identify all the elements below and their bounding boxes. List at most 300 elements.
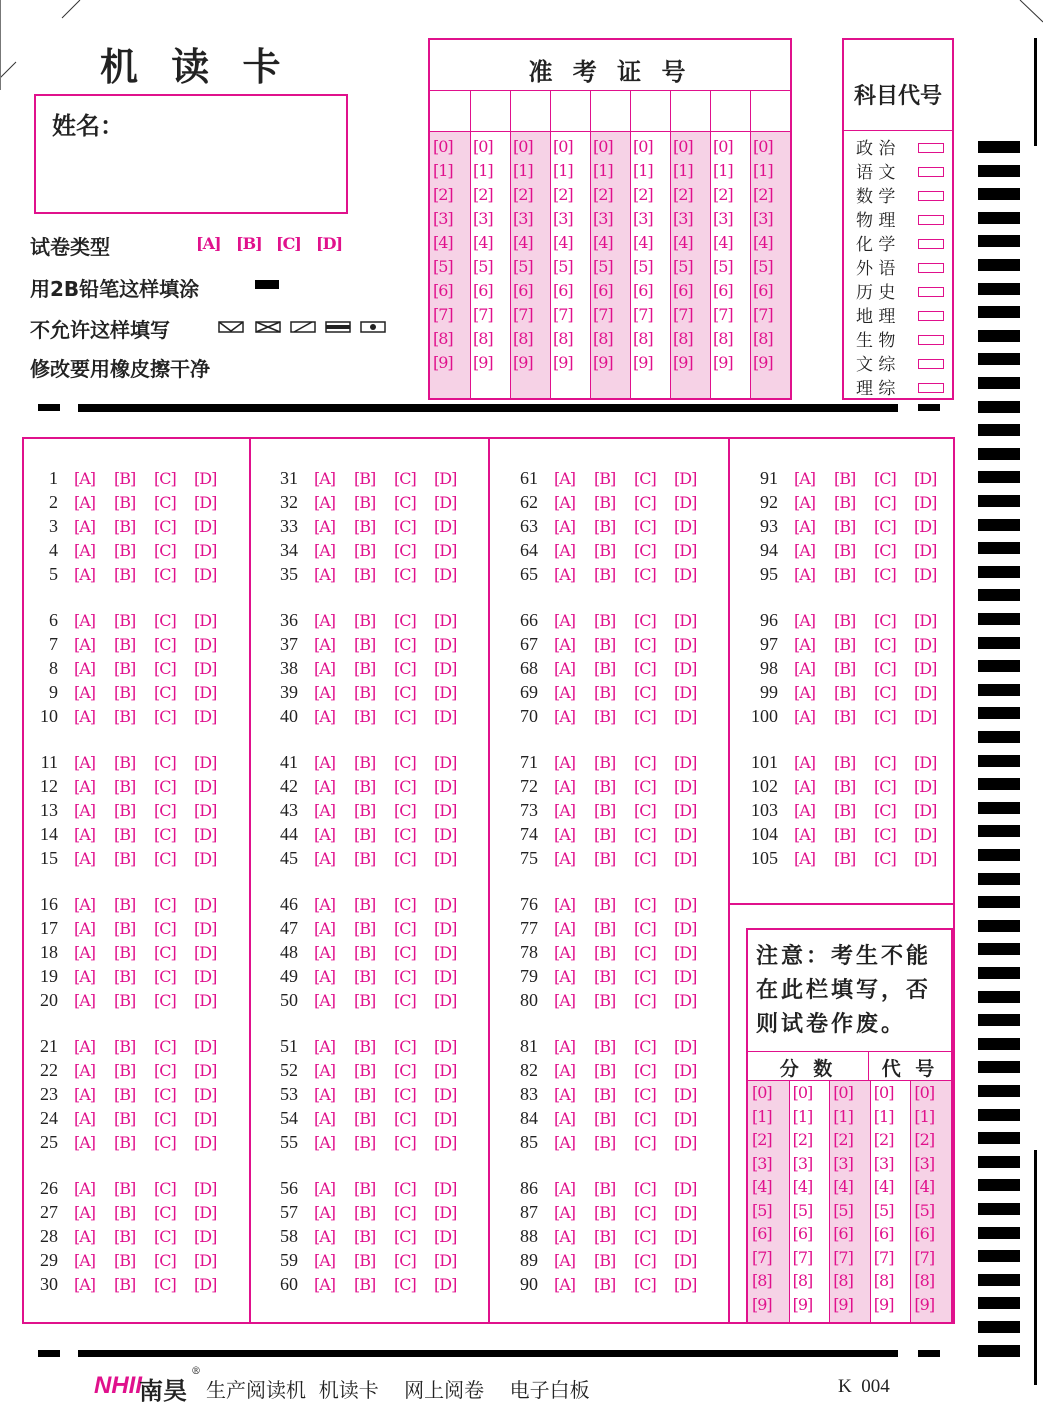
answer-bubble[interactable]: [B]: [594, 967, 616, 986]
answer-bubble[interactable]: [A]: [314, 611, 336, 630]
answer-bubble[interactable]: [B]: [834, 565, 856, 584]
answer-bubble[interactable]: [B]: [114, 659, 136, 678]
answer-bubble[interactable]: [D]: [674, 825, 697, 844]
answer-bubble[interactable]: [C]: [154, 683, 176, 702]
answer-bubble[interactable]: [D]: [674, 801, 697, 820]
answer-bubble[interactable]: [C]: [154, 825, 176, 844]
exam-id-digit-bubble[interactable]: [6]: [593, 281, 613, 300]
answer-bubble[interactable]: [A]: [554, 659, 576, 678]
answer-bubble[interactable]: [C]: [634, 469, 656, 488]
answer-bubble[interactable]: [D]: [674, 967, 697, 986]
exam-id-digit-bubble[interactable]: [4]: [673, 233, 693, 252]
exam-id-digit-bubble[interactable]: [4]: [473, 233, 493, 252]
answer-bubble[interactable]: [D]: [194, 1179, 217, 1198]
answer-bubble[interactable]: [D]: [914, 469, 937, 488]
answer-bubble[interactable]: [B]: [114, 849, 136, 868]
answer-bubble[interactable]: [A]: [74, 541, 96, 560]
paper-type-a[interactable]: [A]: [196, 234, 221, 253]
answer-bubble[interactable]: [C]: [154, 991, 176, 1010]
answer-bubble[interactable]: [A]: [794, 825, 816, 844]
exam-id-digit-bubble[interactable]: [0]: [673, 137, 693, 156]
answer-bubble[interactable]: [A]: [314, 683, 336, 702]
answer-bubble[interactable]: [A]: [554, 991, 576, 1010]
answer-bubble[interactable]: [B]: [594, 1251, 616, 1270]
answer-bubble[interactable]: [A]: [74, 1061, 96, 1080]
answer-bubble[interactable]: [D]: [194, 493, 217, 512]
answer-bubble[interactable]: [C]: [154, 1085, 176, 1104]
answer-bubble[interactable]: [B]: [354, 565, 376, 584]
answer-bubble[interactable]: [B]: [114, 967, 136, 986]
answer-bubble[interactable]: [B]: [834, 753, 856, 772]
answer-bubble[interactable]: [B]: [114, 565, 136, 584]
exam-id-digit-bubble[interactable]: [6]: [513, 281, 533, 300]
answer-bubble[interactable]: [D]: [674, 517, 697, 536]
answer-bubble[interactable]: [B]: [114, 493, 136, 512]
answer-bubble[interactable]: [C]: [874, 469, 896, 488]
answer-bubble[interactable]: [A]: [74, 611, 96, 630]
answer-bubble[interactable]: [D]: [914, 565, 937, 584]
answer-bubble[interactable]: [A]: [794, 777, 816, 796]
answer-bubble[interactable]: [B]: [594, 895, 616, 914]
answer-bubble[interactable]: [C]: [154, 611, 176, 630]
score-digit-bubble[interactable]: [6]: [752, 1224, 772, 1243]
answer-bubble[interactable]: [A]: [554, 1275, 576, 1294]
answer-bubble[interactable]: [A]: [314, 967, 336, 986]
answer-bubble[interactable]: [C]: [634, 967, 656, 986]
answer-bubble[interactable]: [C]: [394, 777, 416, 796]
answer-bubble[interactable]: [B]: [354, 967, 376, 986]
exam-id-digit-bubble[interactable]: [3]: [433, 209, 453, 228]
exam-id-digit-bubble[interactable]: [3]: [473, 209, 493, 228]
answer-bubble[interactable]: [D]: [434, 493, 457, 512]
answer-bubble[interactable]: [B]: [114, 777, 136, 796]
answer-bubble[interactable]: [B]: [594, 469, 616, 488]
answer-bubble[interactable]: [C]: [394, 1061, 416, 1080]
answer-bubble[interactable]: [D]: [194, 895, 217, 914]
answer-bubble[interactable]: [D]: [434, 849, 457, 868]
answer-bubble[interactable]: [D]: [194, 1227, 217, 1246]
score-grid[interactable]: [748, 1081, 951, 1322]
answer-bubble[interactable]: [A]: [314, 1133, 336, 1152]
exam-id-digit-bubble[interactable]: [8]: [713, 329, 733, 348]
answer-bubble[interactable]: [D]: [194, 753, 217, 772]
exam-id-digit-bubble[interactable]: [5]: [513, 257, 533, 276]
answer-bubble[interactable]: [D]: [434, 683, 457, 702]
answer-bubble[interactable]: [A]: [314, 991, 336, 1010]
score-digit-bubble[interactable]: [7]: [914, 1247, 935, 1267]
answer-bubble[interactable]: [C]: [154, 659, 176, 678]
answer-bubble[interactable]: [B]: [354, 991, 376, 1010]
answer-bubble[interactable]: [C]: [634, 801, 656, 820]
answer-bubble[interactable]: [C]: [634, 1275, 656, 1294]
answer-bubble[interactable]: [A]: [314, 1061, 336, 1080]
score-digit-bubble[interactable]: [9]: [914, 1294, 935, 1314]
answer-bubble[interactable]: [D]: [674, 683, 697, 702]
answer-bubble[interactable]: [B]: [114, 707, 136, 726]
score-digit-bubble[interactable]: [8]: [914, 1271, 935, 1290]
answer-bubble[interactable]: [A]: [74, 1133, 96, 1152]
answer-bubble[interactable]: [B]: [114, 611, 136, 630]
score-digit-bubble[interactable]: [7]: [792, 1247, 813, 1267]
answer-bubble[interactable]: [D]: [194, 635, 217, 654]
exam-id-digit-bubble[interactable]: [7]: [473, 305, 493, 324]
answer-bubble[interactable]: [D]: [194, 1133, 217, 1152]
answer-bubble[interactable]: [C]: [394, 683, 416, 702]
answer-bubble[interactable]: [A]: [554, 919, 576, 938]
answer-bubble[interactable]: [C]: [634, 659, 656, 678]
score-digit-bubble[interactable]: [3]: [752, 1153, 772, 1173]
answer-bubble[interactable]: [D]: [434, 659, 457, 678]
exam-id-digit-bubble[interactable]: [0]: [713, 137, 733, 156]
score-digit-bubble[interactable]: [9]: [873, 1294, 894, 1314]
exam-id-digit-bubble[interactable]: [7]: [593, 305, 613, 324]
answer-bubble[interactable]: [C]: [874, 635, 896, 654]
answer-bubble[interactable]: [D]: [194, 801, 217, 820]
answer-bubble[interactable]: [D]: [914, 825, 937, 844]
answer-bubble[interactable]: [D]: [674, 1251, 697, 1270]
answer-bubble[interactable]: [A]: [554, 849, 576, 868]
answer-bubble[interactable]: [D]: [674, 1133, 697, 1152]
answer-bubble[interactable]: [D]: [194, 777, 217, 796]
answer-bubble[interactable]: [A]: [74, 1227, 96, 1246]
answer-bubble[interactable]: [A]: [314, 753, 336, 772]
answer-bubble[interactable]: [D]: [674, 469, 697, 488]
exam-id-digit-bubble[interactable]: [9]: [713, 353, 733, 372]
answer-bubble[interactable]: [B]: [834, 707, 856, 726]
answer-bubble[interactable]: [D]: [674, 777, 697, 796]
answer-bubble[interactable]: [B]: [114, 683, 136, 702]
answer-bubble[interactable]: [A]: [74, 919, 96, 938]
exam-id-digit-bubble[interactable]: [3]: [593, 209, 613, 228]
answer-bubble[interactable]: [A]: [74, 1251, 96, 1270]
answer-bubble[interactable]: [C]: [394, 1275, 416, 1294]
answer-bubble[interactable]: [A]: [74, 943, 96, 962]
answer-bubble[interactable]: [B]: [354, 683, 376, 702]
answer-bubble[interactable]: [A]: [794, 801, 816, 820]
answer-bubble[interactable]: [A]: [314, 943, 336, 962]
score-digit-bubble[interactable]: [0]: [914, 1083, 935, 1102]
answer-bubble[interactable]: [B]: [834, 635, 856, 654]
answer-bubble[interactable]: [D]: [674, 707, 697, 726]
answer-bubble[interactable]: [D]: [914, 493, 937, 512]
exam-id-digit-bubble[interactable]: [2]: [473, 185, 493, 204]
exam-id-digit-bubble[interactable]: [1]: [593, 161, 613, 180]
answer-bubble[interactable]: [A]: [314, 541, 336, 560]
answer-bubble[interactable]: [D]: [434, 611, 457, 630]
answer-bubble[interactable]: [D]: [194, 1061, 217, 1080]
answer-bubble[interactable]: [C]: [394, 967, 416, 986]
answer-bubble[interactable]: [D]: [674, 1085, 697, 1104]
exam-id-digit-bubble[interactable]: [2]: [513, 185, 533, 204]
answer-bubble[interactable]: [C]: [634, 1037, 656, 1056]
exam-id-digit-bubble[interactable]: [8]: [553, 329, 573, 348]
answer-bubble[interactable]: [A]: [74, 777, 96, 796]
answer-bubble[interactable]: [A]: [74, 1037, 96, 1056]
answer-bubble[interactable]: [C]: [394, 753, 416, 772]
answer-bubble[interactable]: [B]: [354, 469, 376, 488]
answer-bubble[interactable]: [C]: [874, 825, 896, 844]
exam-id-digit-bubble[interactable]: [6]: [673, 281, 693, 300]
answer-bubble[interactable]: [B]: [114, 1061, 136, 1080]
score-digit-bubble[interactable]: [6]: [873, 1224, 894, 1243]
answer-bubble[interactable]: [D]: [674, 1275, 697, 1294]
score-digit-bubble[interactable]: [8]: [752, 1271, 772, 1290]
answer-bubble[interactable]: [D]: [434, 1061, 457, 1080]
answer-bubble[interactable]: [D]: [194, 565, 217, 584]
answer-bubble[interactable]: [D]: [434, 943, 457, 962]
answer-bubble[interactable]: [A]: [74, 849, 96, 868]
answer-bubble[interactable]: [B]: [354, 777, 376, 796]
answer-bubble[interactable]: [D]: [914, 753, 937, 772]
score-digit-bubble[interactable]: [2]: [792, 1130, 813, 1149]
answer-bubble[interactable]: [C]: [634, 565, 656, 584]
answer-bubble[interactable]: [C]: [154, 1037, 176, 1056]
score-digit-bubble[interactable]: [8]: [792, 1271, 813, 1290]
score-digit-bubble[interactable]: [6]: [914, 1224, 935, 1243]
answer-bubble[interactable]: [B]: [354, 1133, 376, 1152]
answer-bubble[interactable]: [A]: [794, 635, 816, 654]
answer-bubble[interactable]: [C]: [394, 517, 416, 536]
answer-bubble[interactable]: [D]: [194, 943, 217, 962]
answer-bubble[interactable]: [B]: [354, 1037, 376, 1056]
score-digit-bubble[interactable]: [2]: [914, 1130, 935, 1149]
answer-bubble[interactable]: [D]: [434, 919, 457, 938]
answer-bubble[interactable]: [B]: [354, 1179, 376, 1198]
answer-bubble[interactable]: [C]: [394, 825, 416, 844]
score-digit-bubble[interactable]: [8]: [833, 1271, 853, 1290]
answer-bubble[interactable]: [B]: [354, 707, 376, 726]
answer-bubble[interactable]: [A]: [794, 659, 816, 678]
answer-bubble[interactable]: [C]: [394, 991, 416, 1010]
exam-id-digit-bubble[interactable]: [1]: [473, 161, 493, 180]
answer-bubble[interactable]: [A]: [794, 565, 816, 584]
answer-bubble[interactable]: [A]: [74, 801, 96, 820]
answer-bubble[interactable]: [C]: [394, 919, 416, 938]
answer-bubble[interactable]: [A]: [314, 469, 336, 488]
answer-bubble[interactable]: [A]: [554, 683, 576, 702]
answer-bubble[interactable]: [A]: [554, 541, 576, 560]
answer-bubble[interactable]: [B]: [114, 1037, 136, 1056]
score-digit-bubble[interactable]: [4]: [833, 1177, 853, 1196]
answer-bubble[interactable]: [B]: [354, 635, 376, 654]
answer-bubble[interactable]: [A]: [794, 611, 816, 630]
answer-bubble[interactable]: [B]: [594, 1179, 616, 1198]
answer-bubble[interactable]: [B]: [114, 1275, 136, 1294]
answer-bubble[interactable]: [A]: [74, 991, 96, 1010]
answer-bubble[interactable]: [C]: [634, 517, 656, 536]
answer-bubble[interactable]: [A]: [554, 967, 576, 986]
answer-bubble[interactable]: [A]: [794, 753, 816, 772]
exam-id-digit-bubble[interactable]: [2]: [673, 185, 693, 204]
exam-id-digit-bubble[interactable]: [4]: [593, 233, 613, 252]
answer-bubble[interactable]: [A]: [554, 1085, 576, 1104]
answer-bubble[interactable]: [B]: [354, 611, 376, 630]
answer-bubble[interactable]: [D]: [674, 1179, 697, 1198]
answer-bubble[interactable]: [B]: [594, 1227, 616, 1246]
answer-bubble[interactable]: [B]: [114, 753, 136, 772]
exam-id-digit-bubble[interactable]: [7]: [673, 305, 693, 324]
exam-id-digit-bubble[interactable]: [0]: [553, 137, 573, 156]
answer-bubble[interactable]: [A]: [314, 707, 336, 726]
exam-id-digit-bubble[interactable]: [3]: [633, 209, 653, 228]
answer-bubble[interactable]: [A]: [314, 1251, 336, 1270]
answer-bubble[interactable]: [C]: [394, 1227, 416, 1246]
answer-bubble[interactable]: [D]: [674, 541, 697, 560]
answer-bubble[interactable]: [A]: [554, 895, 576, 914]
answer-bubble[interactable]: [C]: [154, 801, 176, 820]
answer-bubble[interactable]: [D]: [194, 707, 217, 726]
answer-bubble[interactable]: [D]: [434, 1085, 457, 1104]
answer-bubble[interactable]: [B]: [114, 635, 136, 654]
score-digit-bubble[interactable]: [4]: [792, 1177, 813, 1196]
answer-bubble[interactable]: [D]: [194, 611, 217, 630]
answer-bubble[interactable]: [A]: [74, 1085, 96, 1104]
answer-bubble[interactable]: [B]: [594, 991, 616, 1010]
answer-bubble[interactable]: [A]: [554, 611, 576, 630]
answer-bubble[interactable]: [D]: [194, 541, 217, 560]
answer-bubble[interactable]: [A]: [74, 1203, 96, 1222]
answer-bubble[interactable]: [C]: [154, 919, 176, 938]
answer-bubble[interactable]: [A]: [314, 1203, 336, 1222]
answer-bubble[interactable]: [B]: [114, 541, 136, 560]
answer-bubble[interactable]: [C]: [634, 1109, 656, 1128]
exam-id-digit-bubble[interactable]: [2]: [553, 185, 573, 204]
answer-bubble[interactable]: [B]: [834, 801, 856, 820]
paper-type-b[interactable]: [B]: [236, 234, 262, 253]
exam-id-digit-bubble[interactable]: [5]: [553, 257, 573, 276]
score-digit-bubble[interactable]: [2]: [833, 1130, 853, 1149]
answer-bubble[interactable]: [D]: [674, 611, 697, 630]
answer-bubble[interactable]: [A]: [74, 565, 96, 584]
answer-bubble[interactable]: [D]: [674, 943, 697, 962]
exam-id-digit-bubble[interactable]: [3]: [713, 209, 733, 228]
exam-id-digit-bubble[interactable]: [8]: [633, 329, 653, 348]
answer-bubble[interactable]: [C]: [394, 1203, 416, 1222]
exam-id-digit-bubble[interactable]: [2]: [433, 185, 453, 204]
answer-bubble[interactable]: [A]: [794, 707, 816, 726]
answer-bubble[interactable]: [D]: [434, 895, 457, 914]
answer-bubble[interactable]: [A]: [314, 1275, 336, 1294]
answer-bubble[interactable]: [C]: [394, 1133, 416, 1152]
exam-id-digit-bubble[interactable]: [4]: [713, 233, 733, 252]
answer-bubble[interactable]: [C]: [874, 565, 896, 584]
answer-bubble[interactable]: [C]: [874, 659, 896, 678]
answer-bubble[interactable]: [B]: [354, 541, 376, 560]
answer-bubble[interactable]: [D]: [434, 1109, 457, 1128]
answer-bubble[interactable]: [D]: [674, 565, 697, 584]
score-digit-bubble[interactable]: [5]: [873, 1200, 894, 1220]
answer-bubble[interactable]: [A]: [794, 541, 816, 560]
answer-bubble[interactable]: [D]: [434, 991, 457, 1010]
exam-id-digit-bubble[interactable]: [8]: [433, 329, 453, 348]
score-digit-bubble[interactable]: [4]: [873, 1177, 894, 1196]
exam-id-digit-bubble[interactable]: [4]: [753, 233, 773, 252]
exam-id-digit-bubble[interactable]: [1]: [513, 161, 533, 180]
exam-id-digit-bubble[interactable]: [9]: [553, 353, 573, 372]
answer-bubble[interactable]: [C]: [874, 517, 896, 536]
answer-bubble[interactable]: [A]: [554, 1109, 576, 1128]
answer-bubble[interactable]: [D]: [194, 683, 217, 702]
answer-bubble[interactable]: [D]: [674, 635, 697, 654]
answer-bubble[interactable]: [D]: [914, 707, 937, 726]
answer-bubble[interactable]: [D]: [434, 1227, 457, 1246]
answer-bubble[interactable]: [B]: [354, 825, 376, 844]
exam-id-digit-bubble[interactable]: [6]: [473, 281, 493, 300]
answer-bubble[interactable]: [C]: [394, 707, 416, 726]
answer-bubble[interactable]: [B]: [114, 1227, 136, 1246]
score-digit-bubble[interactable]: [4]: [914, 1177, 935, 1196]
answer-bubble[interactable]: [B]: [354, 1085, 376, 1104]
answer-bubble[interactable]: [C]: [874, 541, 896, 560]
answer-bubble[interactable]: [D]: [674, 849, 697, 868]
answer-bubble[interactable]: [A]: [74, 753, 96, 772]
answer-bubble[interactable]: [C]: [154, 943, 176, 962]
exam-id-digit-bubble[interactable]: [6]: [753, 281, 773, 300]
answer-bubble[interactable]: [B]: [834, 825, 856, 844]
exam-id-digit-bubble[interactable]: [3]: [753, 209, 773, 228]
answer-bubble[interactable]: [A]: [314, 849, 336, 868]
answer-bubble[interactable]: [C]: [394, 493, 416, 512]
answer-bubble[interactable]: [B]: [594, 541, 616, 560]
answer-bubble[interactable]: [C]: [634, 1251, 656, 1270]
exam-id-digit-bubble[interactable]: [3]: [553, 209, 573, 228]
answer-bubble[interactable]: [D]: [194, 825, 217, 844]
answer-bubble[interactable]: [A]: [794, 493, 816, 512]
answer-bubble[interactable]: [A]: [554, 1037, 576, 1056]
answer-bubble[interactable]: [C]: [154, 493, 176, 512]
score-digit-bubble[interactable]: [3]: [914, 1153, 935, 1173]
exam-id-digit-bubble[interactable]: [8]: [473, 329, 493, 348]
answer-bubble[interactable]: [C]: [874, 801, 896, 820]
answer-bubble[interactable]: [D]: [194, 517, 217, 536]
exam-id-digit-bubble[interactable]: [3]: [513, 209, 533, 228]
exam-id-digit-bubble[interactable]: [9]: [593, 353, 613, 372]
answer-bubble[interactable]: [C]: [874, 849, 896, 868]
answer-bubble[interactable]: [C]: [874, 683, 896, 702]
answer-bubble[interactable]: [C]: [634, 635, 656, 654]
exam-id-digit-bubble[interactable]: [5]: [433, 257, 453, 276]
answer-bubble[interactable]: [B]: [834, 493, 856, 512]
answer-bubble[interactable]: [D]: [674, 659, 697, 678]
exam-id-digit-bubble[interactable]: [9]: [753, 353, 773, 372]
score-digit-bubble[interactable]: [1]: [792, 1106, 813, 1126]
answer-bubble[interactable]: [B]: [594, 849, 616, 868]
answer-bubble[interactable]: [A]: [314, 659, 336, 678]
answer-bubble[interactable]: [A]: [554, 1227, 576, 1246]
answer-bubble[interactable]: [C]: [634, 1133, 656, 1152]
answer-bubble[interactable]: [B]: [834, 683, 856, 702]
answer-bubble[interactable]: [D]: [434, 707, 457, 726]
answer-bubble[interactable]: [B]: [594, 635, 616, 654]
answer-bubble[interactable]: [C]: [634, 943, 656, 962]
answer-bubble[interactable]: [D]: [434, 1251, 457, 1270]
answer-bubble[interactable]: [C]: [394, 801, 416, 820]
answer-bubble[interactable]: [A]: [554, 1251, 576, 1270]
answer-bubble[interactable]: [C]: [394, 1085, 416, 1104]
answer-bubble[interactable]: [C]: [154, 541, 176, 560]
answer-bubble[interactable]: [C]: [874, 707, 896, 726]
answer-bubble[interactable]: [C]: [874, 753, 896, 772]
answer-bubble[interactable]: [B]: [114, 991, 136, 1010]
answer-bubble[interactable]: [B]: [594, 611, 616, 630]
answer-bubble[interactable]: [B]: [354, 493, 376, 512]
answer-bubble[interactable]: [B]: [594, 801, 616, 820]
answer-bubble[interactable]: [B]: [354, 1227, 376, 1246]
answer-bubble[interactable]: [C]: [154, 849, 176, 868]
exam-id-digit-bubble[interactable]: [3]: [673, 209, 693, 228]
answer-bubble[interactable]: [C]: [874, 493, 896, 512]
answer-bubble[interactable]: [C]: [154, 1227, 176, 1246]
